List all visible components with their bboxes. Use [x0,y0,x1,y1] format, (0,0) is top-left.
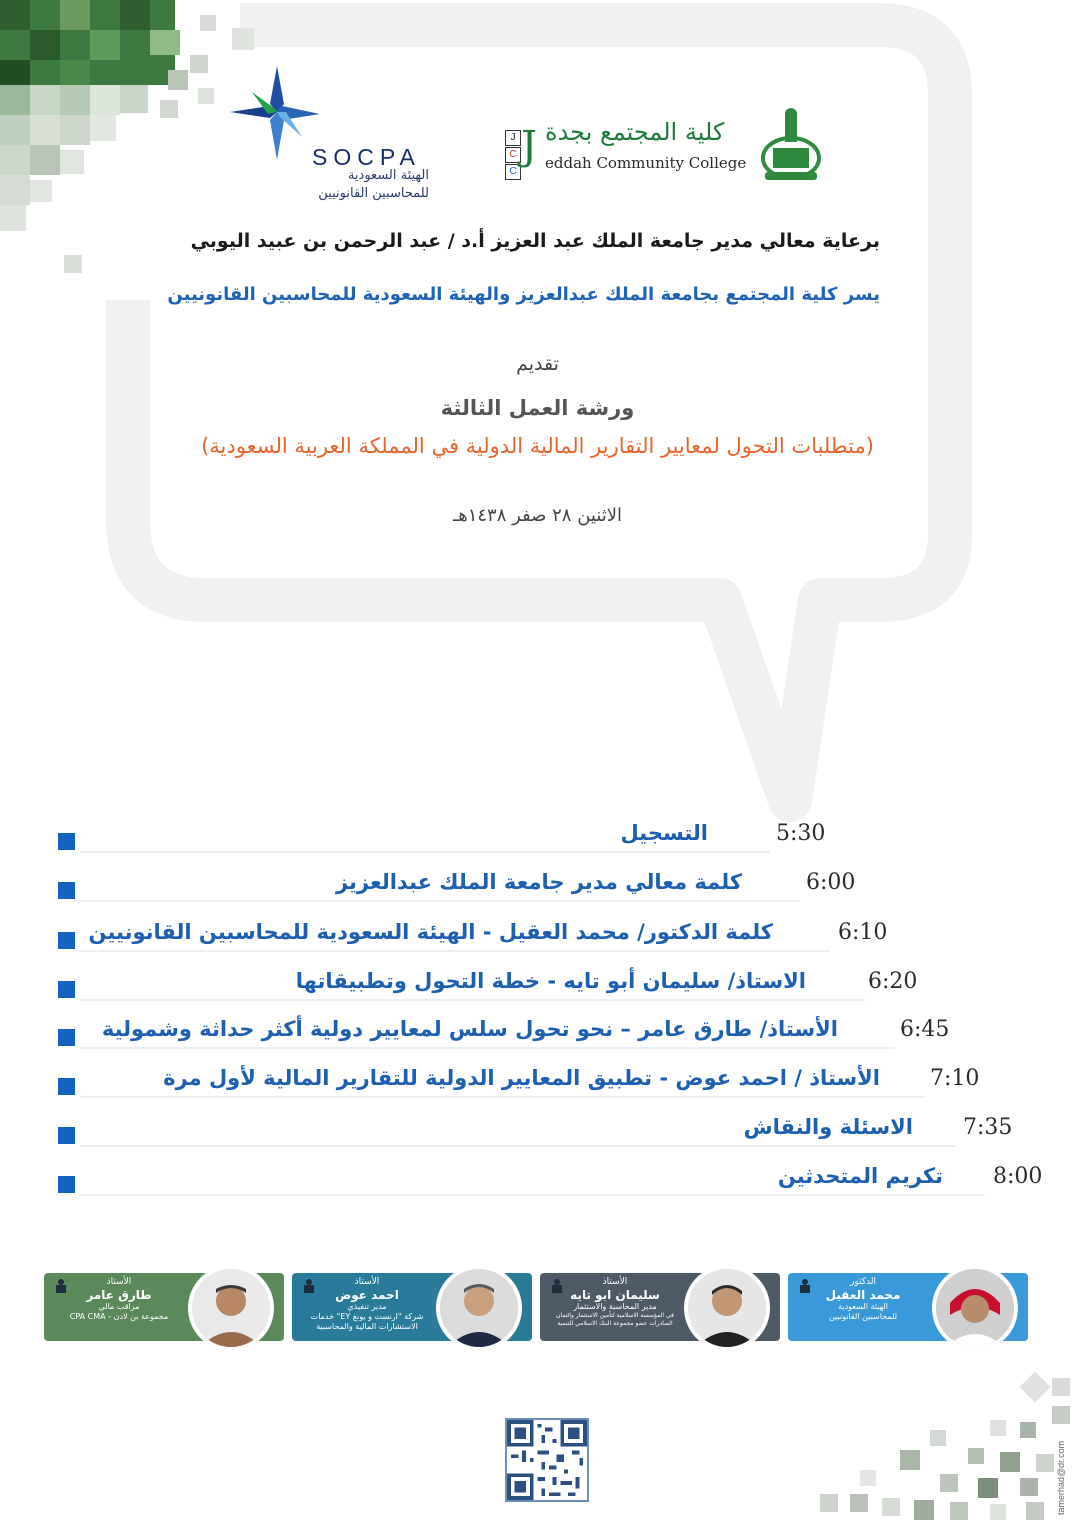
socpa-name: SOCPA [312,144,421,170]
divider [80,1096,925,1098]
agenda-time: 5:30 [776,821,826,846]
presents-label: تقديم [516,353,559,375]
agenda-row [58,821,826,853]
speaker-photo [932,1265,1018,1351]
speaker-line1: الهيئة السعودية [838,1302,888,1311]
bullet-icon [58,833,75,850]
speaker-line2: شركة "ارنست و يونغ EY" خدمات الاستشارات المالية والمحاسبية [310,1312,424,1331]
divider [80,1194,985,1196]
socpa-arabic-line1: الهيئة السعودية [347,168,429,183]
jcc-arabic-name: كلية المجتمع بجدة [545,118,725,146]
speaker-info [54,1277,184,1322]
bullet-icon [58,882,75,899]
speaker-title: الأستاذ [106,1277,132,1287]
bullet-icon [58,1029,75,1046]
agenda-time: 6:10 [838,920,888,945]
speaker-photo [188,1265,274,1351]
bullet-icon [58,932,75,949]
speaker-title: الأستاذ [602,1277,628,1287]
agenda-row [58,1066,980,1098]
divider [80,851,770,853]
divider [80,1047,895,1049]
workshop-subject: (متطلبات التحول لمعايير التقارير المالية الدولية في المملكة العربية السعودية) [201,434,874,458]
person-icon [192,1269,270,1347]
bullet-icon [58,1127,75,1144]
kau-seal-icon [759,108,823,186]
speaker-line2: للمحاسبين القانونيين [828,1312,898,1321]
agenda-time: 8:00 [993,1164,1043,1189]
bottom-right-mosaic [800,1370,1075,1521]
speaker-info [550,1277,680,1328]
speaker-line1: مدير تنفيذي [347,1302,387,1311]
jcc-big-j: J [521,123,538,169]
speaker-name: محمد العقيل [825,1288,901,1302]
speaker-info [798,1277,928,1322]
speaker-name: احمد عوض [335,1288,399,1302]
agenda-row [58,1164,1043,1196]
agenda-title: كلمة معالي مدير جامعة الملك عبدالعزيز [335,870,742,894]
speaker-line2: مجموعة بن لادن - CPA CMA [69,1312,169,1321]
agenda-time: 6:00 [806,870,856,895]
divider [80,999,865,1001]
agenda-title: الاستاذ/ سليمان أبو تايه - خطة التحول وتطبيقاتها [295,969,806,993]
agenda-row [58,870,856,902]
speaker-title: الأستاذ [354,1277,380,1287]
agenda-time: 7:10 [930,1066,980,1091]
speaker-card [292,1273,532,1341]
agenda-row [58,969,918,1001]
agenda-title: الأستاذ / احمد عوض - تطبيق المعايير الدولية للتقارير المالية لأول مرة [163,1066,880,1090]
speaker-line1: مدير المحاسبة والاستثمار [573,1302,657,1311]
socpa-arabic-line2: للمحاسبين القانونيين [318,186,429,201]
speaker-name: طارق عامر [86,1288,152,1302]
agenda-time: 6:20 [868,969,918,994]
agenda-title: تكريم المتحدثين [777,1164,943,1188]
bullet-icon [58,1176,75,1193]
speaker-line2: في المؤسسة الاسلامية لتأمين الاستثمار وائتمان الصادرات عضو مجموعة البنك الاسلامي للتنمية [556,1312,674,1327]
divider [80,900,800,902]
designer-credit: tamerhad@dr.com [1056,1440,1066,1515]
person-icon [688,1269,766,1347]
agenda-title: كلمة الدكتور/ محمد العقيل - الهيئة السعودية للمحاسبين القانونيين [88,920,773,944]
agenda-title: الاسئلة والنقاش [743,1115,913,1139]
hosts-line: يسر كلية المجتمع بجامعة الملك عبدالعزيز والهيئة السعودية للمحاسبين القانونيين [167,284,880,305]
speaker-photo [684,1265,770,1351]
jcc-english-name: eddah Community College [545,154,747,172]
bullet-icon [58,1078,75,1095]
divider [80,950,830,952]
jcc-initial-c1: C [505,147,521,163]
agenda-title: التسجيل [620,821,708,845]
socpa-logo [222,62,437,212]
agenda-time: 7:35 [963,1115,1013,1140]
speaker-card [788,1273,1028,1341]
jcc-initials [505,130,521,181]
speaker-info [302,1277,432,1332]
qr-code[interactable] [505,1418,589,1502]
socpa-star-icon [222,62,322,162]
speaker-card [540,1273,780,1341]
jcc-initial-j: J [505,130,521,146]
bullet-icon [58,981,75,998]
agenda-row [58,1017,950,1049]
person-icon [936,1269,1014,1347]
agenda-title: الأستاذ/ طارق عامر – نحو تحول سلس لمعايير دولية أكثر حداثة وشمولية [101,1017,838,1041]
jcc-initial-c2: C [505,164,521,180]
speaker-card [44,1273,284,1341]
agenda-time: 6:45 [900,1017,950,1042]
agenda-row [58,1115,1013,1147]
speaker-name: سليمان ابو تايه [570,1288,660,1302]
person-icon [440,1269,518,1347]
speaker-photo [436,1265,522,1351]
divider [80,1145,955,1147]
jcc-logo [505,108,825,188]
event-date: الاثنين ٢٨ صفر ١٤٣٨هـ [452,505,623,526]
speaker-title: الدكتور [850,1277,876,1287]
workshop-title: ورشة العمل الثالثة [440,396,635,420]
speaker-line1: مراقب مالي [98,1302,140,1311]
agenda-row [58,920,888,952]
patronage-line: برعاية معالي مدير جامعة الملك عبد العزيز أ.د / عبد الرحمن بن عبيد اليوبي [190,230,880,252]
